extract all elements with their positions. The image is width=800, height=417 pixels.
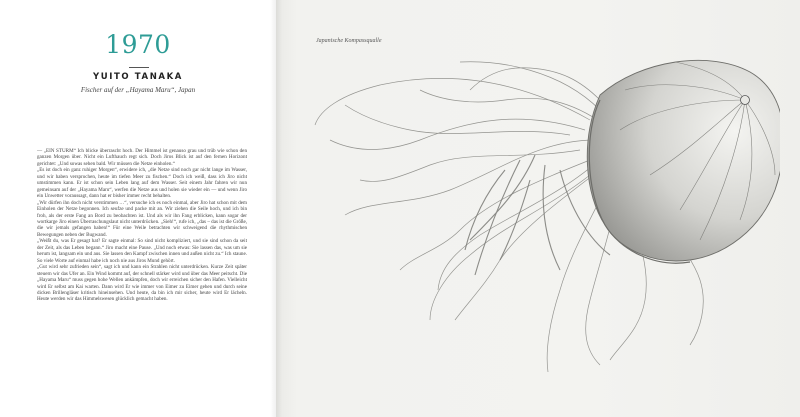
- author-name: YUITO TANAKA: [93, 72, 183, 82]
- story-paragraph: „Weißt du, was Er gesagt hat? Er sagte einmal: So sind nicht kompliziert, und sie sind schon da seit der Zeit, als das Leben begann.“ Jiro macht eine Pause. „Und noch etwas: Sie lassen das, was um sie herum ist, langsam ein und aus. Sie lassen den Kampf zwischen innen und außen nicht zu.“ Ich staune. So viele Worte auf einmal habe ich noch nie aus Jiros Mund gehört.: [37, 238, 247, 264]
- story-paragraph: „Es ist doch ein ganz ruhiger Morgen“, erwidere ich, „die Netze sind noch gar nicht lange im Wasser, und wir haben versprochen, heute im tiefen Meer zu fischen.“ Doch ich weiß, dass ich Jiro nicht umstimmen kann. Er ist schon sein Leben lang auf dem Wasser. Seit einem Jahr fahren wir nun gemeinsam auf der „Hayama Maru“, werfen die Netze aus und holen sie wieder ein — und wenn Jiro ein Unwetter voraussagt, dann hat er bisher immer recht behalten.: [37, 167, 247, 200]
- page-gutter: [270, 0, 282, 417]
- story-paragraph: — „EIN STURM“ Ich blicke überrascht hoch. Der Himmel ist genauso grau und trüb wie schon den ganzen Morgen über. Nicht ein Lufthauch regt sich. Doch Jiros Blick ist auf den fernen Horizont gerichtet: „Und sowas sehen bald. Wir müssen die Netze einholen.“: [37, 148, 247, 167]
- chapter-year: 1970: [105, 30, 171, 59]
- author-role: Fischer auf der „Hayama Maru“, Japan: [80, 86, 196, 94]
- illustration-caption: Japanische Kompassqualle: [316, 38, 382, 44]
- title-rule: [129, 67, 149, 68]
- jellyfish-illustration: [300, 40, 780, 390]
- story-paragraph: „Gut wird sehr zufrieden sein“, sagt ich und kann ein Strahlen nicht unterdrücken. Kurze Zeit später steuern wir das Ufer an. Ein Wind kommt auf, der schnell stärker wird und über das Meer peitscht. Die „Hayama Maru“ muss gegen hohe Wellen ankämpfen, doch wir erreichen sicher den Hafen. Vielleicht wird Er selbst am Kai warten. Dann wird Er wie immer von Eimer zu Eimer gehen und durch seine dicken Brillengläser kritisch hineinsehen. Und heute, da bin ich mir sicher, heute wird Er lächeln. Heute werden wir das Himmelswesen glücklich gemacht haben.: [37, 264, 247, 303]
- left-page: [0, 0, 276, 417]
- story-text: [37, 148, 247, 303]
- story-paragraph: „Wir dürfen ihn doch nicht verstimmen …“, versuche ich es noch einmal, aber Jiro hat schon mit dem Einholen der Netze begonnen. Ich seufze und packe mit an. Wir ziehen die Seile hoch, und ich bin froh, als der erste Fang an Bord zu beobachten ist. Und als wir ihn Fang erblicken, kann sogar der wortkarge Jiro einen Überraschungslaut nicht unterdrücken. „Sieh!“, rufe ich, „das – das ist die Größe, die wir jemals gefangen haben!“ Für eine Weile betrachten wir schweigend die rhythmischen Bewegungen neben der Bugwand.: [37, 199, 247, 238]
